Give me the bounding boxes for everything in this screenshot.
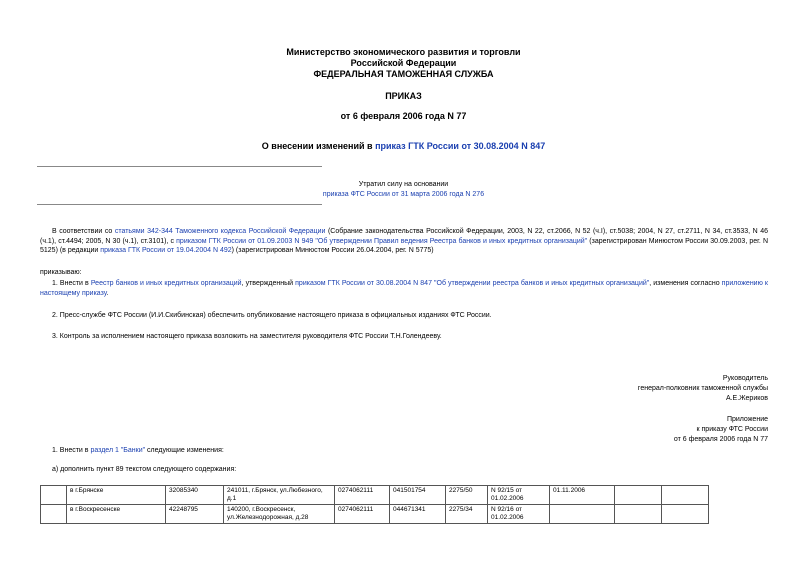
change-1 — [52, 446, 224, 456]
preamble-text-2: (Собрание законодательства Российской Федерации, 2003, N 22, ст.2066, N 52 (ч.I), ст.5038; 2004, N 27, ст.2711, N 34, ст.3533, N 46 (ч.1), ст.4494; 2005, N 30 (ч.1), ст.3101), с — [40, 228, 768, 245]
order-item-3: 3. Контроль за исполнением настоящего приказа возложить на заместителя руководителя ФТС России Т.Н.Голендееву. — [52, 333, 442, 340]
preamble-link-order-492[interactable]: приказа ГТК России от 19.04.2004 N 492 — [100, 247, 232, 254]
table-cell: 0274062111 — [335, 505, 390, 524]
appendix-to: к приказу ФТС России — [696, 426, 768, 433]
table-cell: N 92/15 от 01.02.2006 — [488, 486, 550, 505]
item1-text-3: , изменения согласно — [649, 280, 722, 287]
table-cell: в г.Воскресенске — [67, 505, 166, 524]
preamble-link-code[interactable]: статьями 342-344 Таможенного кодекса Российской Федерации — [114, 228, 326, 235]
table-cell — [550, 505, 615, 524]
table-cell: 01.11.2006 — [550, 486, 615, 505]
table-cell: 32085340 — [166, 486, 224, 505]
table-cell: 041501754 — [390, 486, 446, 505]
status-note: Утратил силу на основании — [358, 181, 449, 188]
item1-link-registry[interactable]: Реестр банков и иных кредитных организаций — [90, 280, 242, 287]
service-name: ФЕДЕРАЛЬНАЯ ТАМОЖЕННАЯ СЛУЖБА — [313, 69, 494, 79]
table-cell — [41, 486, 67, 505]
item1-text-1: 1. Внести в — [52, 280, 91, 287]
table-cell: 241011, г.Брянск, ул.Любезного, д.1 — [224, 486, 335, 505]
table-cell — [41, 505, 67, 524]
preamble-text-1: В соответствии со — [52, 228, 115, 235]
table-cell: 140200, г.Воскресенск, ул.Железнодорожная, д.28 — [224, 505, 335, 524]
order-item-2: 2. Пресс-службе ФТС России (И.И.Скибинская) обеспечить опубликование настоящего приказа в официальных изданиях ФТС России. — [52, 312, 492, 319]
table-cell: 42248795 — [166, 505, 224, 524]
item1-link-appendix[interactable]: приложению к настоящему приказу — [40, 280, 768, 297]
change1-text-1: 1. Внести в — [52, 447, 91, 454]
ministry-name: Министерство экономического развития и торговли — [286, 47, 521, 57]
table-cell — [615, 505, 662, 524]
preamble-text-4: ) (зарегистрирован Минюстом России 26.04.2004, рег. N 5775) — [231, 247, 434, 254]
country-name: Российской Федерации — [350, 58, 457, 68]
table-cell: 0274062111 — [335, 486, 390, 505]
doc-subject — [0, 141, 807, 151]
table-cell: 2275/34 — [446, 505, 488, 524]
table-row — [41, 486, 709, 505]
subject-text: О внесении изменений в — [261, 141, 376, 151]
table-cell — [662, 505, 709, 524]
preamble-link-order-949[interactable]: приказом ГТК России от 01.09.2003 N 949 "Об утверждении Правил ведения Реестра банков и иных кредитных организаций" — [176, 237, 588, 245]
table-cell: 2275/50 — [446, 486, 488, 505]
table-cell: в г.Брянске — [67, 486, 166, 505]
status-link[interactable]: приказа ФТС России от 31 марта 2006 года N 276 — [322, 191, 485, 198]
order-item-1 — [40, 279, 768, 298]
item1-text-2: , утвержденный — [241, 280, 296, 287]
preamble-text-3: (зарегистрирован Минюстом России 30.09.2003, рег. N 5125) (в редакции — [40, 237, 768, 254]
signature-title: Руководитель — [722, 375, 768, 382]
subject-link[interactable]: приказ ГТК России от 30.08.2004 N 847 — [375, 141, 546, 151]
divider-top — [37, 166, 322, 167]
change1-link-section[interactable]: раздел 1 "Банки" — [90, 447, 146, 454]
change1-text-2: следующие изменения: — [145, 447, 224, 454]
order-word: приказываю: — [40, 269, 82, 276]
banks-table — [40, 485, 709, 524]
table-cell — [662, 486, 709, 505]
divider-bottom — [37, 204, 322, 205]
doc-date-number: от 6 февраля 2006 года N 77 — [340, 111, 467, 121]
appendix-date: от 6 февраля 2006 года N 77 — [673, 436, 768, 443]
preamble-paragraph — [40, 227, 768, 256]
table-row — [41, 505, 709, 524]
change-1a: а) дополнить пункт 89 текстом следующего содержания: — [52, 466, 237, 473]
item1-text-4: . — [106, 289, 109, 297]
signature-rank: генерал-полковник таможенной службы — [637, 385, 768, 392]
table-cell: N 92/16 от 01.02.2006 — [488, 505, 550, 524]
item1-link-order-847[interactable]: приказом ГТК России от 30.08.2004 N 847 "Об утверждении реестра банков и иных кредитных организаций" — [295, 280, 650, 287]
status-link-line — [0, 190, 807, 200]
table-cell — [615, 486, 662, 505]
appendix-title: Приложение — [726, 416, 768, 423]
doc-type: ПРИКАЗ — [385, 91, 422, 101]
signature-name: А.Е.Жериков — [725, 395, 768, 402]
table-cell: 044671341 — [390, 505, 446, 524]
